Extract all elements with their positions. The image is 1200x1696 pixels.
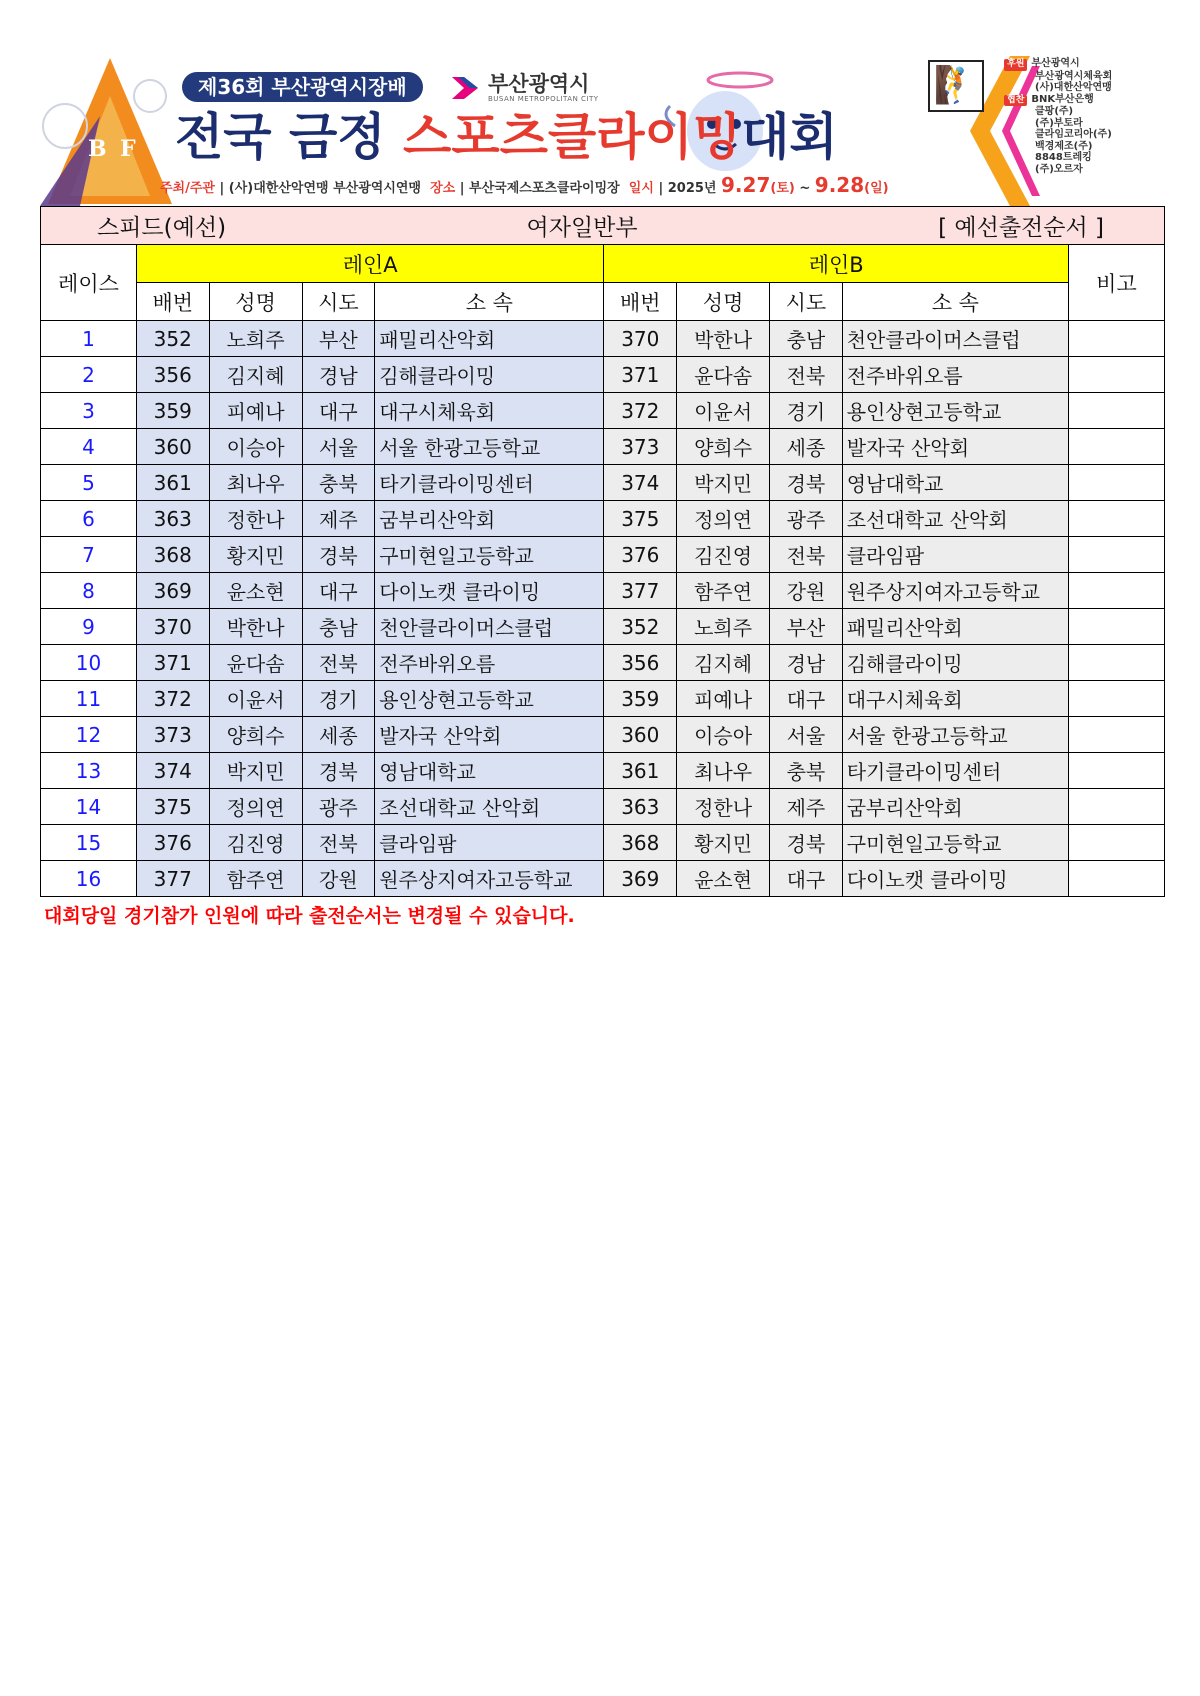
lane-b-bib: 374 bbox=[604, 465, 677, 501]
cosponsor-item: (주)부토라 bbox=[1035, 117, 1083, 129]
lane-a-club: 클라임팜 bbox=[375, 825, 604, 861]
lane-a-club: 조선대학교 산악회 bbox=[375, 789, 604, 825]
lane-b-club: 용인상현고등학교 bbox=[842, 393, 1068, 429]
start-order-table bbox=[40, 206, 1165, 897]
lane-b-region: 경북 bbox=[770, 465, 843, 501]
lane-a-region: 대구 bbox=[302, 573, 375, 609]
lane-b-region: 서울 bbox=[770, 717, 843, 753]
caption-cell bbox=[41, 207, 1165, 245]
lane-a-bib: 359 bbox=[136, 393, 209, 429]
lane-a-bib: 375 bbox=[136, 789, 209, 825]
date-start: 9.27 bbox=[721, 173, 771, 197]
race-number: 15 bbox=[41, 825, 137, 861]
column-header-row bbox=[41, 283, 1165, 321]
footnote: 대회당일 경기참가 인원에 따라 출전순서는 변경될 수 있습니다. bbox=[44, 905, 575, 927]
table-row bbox=[41, 357, 1165, 393]
lane-b-club: 김해클라이밍 bbox=[842, 645, 1068, 681]
lane-a-region: 충남 bbox=[302, 609, 375, 645]
lane-b-bib: 360 bbox=[604, 717, 677, 753]
lane-b-name: 정한나 bbox=[677, 789, 770, 825]
race-number: 7 bbox=[41, 537, 137, 573]
lane-b-name-header: 성명 bbox=[677, 283, 770, 321]
remarks-cell bbox=[1068, 429, 1164, 465]
lane-b-region: 경북 bbox=[770, 825, 843, 861]
lane-b-name: 박지민 bbox=[677, 465, 770, 501]
remarks-cell bbox=[1068, 537, 1164, 573]
lane-a-name: 박한나 bbox=[209, 609, 302, 645]
lane-b-region: 세종 bbox=[770, 429, 843, 465]
lane-a-name: 이윤서 bbox=[209, 681, 302, 717]
lane-a-region-header: 시도 bbox=[302, 283, 375, 321]
lane-b-name: 정의연 bbox=[677, 501, 770, 537]
lane-a-header: 레인A bbox=[136, 245, 604, 283]
race-number: 11 bbox=[41, 681, 137, 717]
remarks-cell bbox=[1068, 681, 1164, 717]
city-name-en: BUSAN METROPOLITAN CITY bbox=[488, 95, 599, 103]
lane-a-club: 원주상지여자고등학교 bbox=[375, 861, 604, 897]
lane-b-name: 노희주 bbox=[677, 609, 770, 645]
caption-row bbox=[41, 207, 1165, 245]
lane-a-region: 서울 bbox=[302, 429, 375, 465]
table-row bbox=[41, 645, 1165, 681]
cosponsor-item: 클라임코리아(주) bbox=[1035, 129, 1112, 140]
lane-a-club: 대구시체육회 bbox=[375, 393, 604, 429]
table-row bbox=[41, 609, 1165, 645]
cosponsor-item: 백경제조(주) bbox=[1035, 140, 1093, 152]
lane-a-bib: 374 bbox=[136, 753, 209, 789]
venue-label: 장소 bbox=[430, 181, 456, 196]
lane-a-name: 정의연 bbox=[209, 789, 302, 825]
lane-b-bib: 368 bbox=[604, 825, 677, 861]
race-number: 1 bbox=[41, 321, 137, 357]
lane-a-name: 이승아 bbox=[209, 429, 302, 465]
lane-b-club: 클라임팜 bbox=[842, 537, 1068, 573]
remarks-cell bbox=[1068, 573, 1164, 609]
date-start-day: (토) bbox=[770, 181, 795, 196]
lane-b-bib: 375 bbox=[604, 501, 677, 537]
lane-b-region: 전북 bbox=[770, 537, 843, 573]
remarks-cell bbox=[1068, 753, 1164, 789]
lane-b-club: 천안클라이머스클럽 bbox=[842, 321, 1068, 357]
lane-b-club: 원주상지여자고등학교 bbox=[842, 573, 1068, 609]
lane-b-region: 전북 bbox=[770, 357, 843, 393]
date-end: 9.28 bbox=[814, 173, 865, 197]
lane-a-club: 영남대학교 bbox=[375, 753, 604, 789]
lane-b-region: 강원 bbox=[770, 573, 843, 609]
lane-a-bib: 361 bbox=[136, 465, 209, 501]
lane-a-club: 패밀리산악회 bbox=[375, 321, 604, 357]
lane-a-region: 세종 bbox=[302, 717, 375, 753]
lane-a-region: 전북 bbox=[302, 825, 375, 861]
lane-header-row bbox=[41, 245, 1165, 283]
lane-b-club: 영남대학교 bbox=[842, 465, 1068, 501]
bf-logo-icon bbox=[40, 56, 180, 206]
lane-a-region: 제주 bbox=[302, 501, 375, 537]
lane-b-club: 굼부리산악회 bbox=[842, 789, 1068, 825]
busan-city-logo bbox=[450, 70, 599, 106]
sponsor-item: 부산광역시체육회 bbox=[1035, 70, 1113, 82]
lane-a-bib-header: 배번 bbox=[136, 283, 209, 321]
lane-a-name: 윤다솜 bbox=[209, 645, 302, 681]
date-separator: ~ bbox=[799, 181, 811, 196]
race-number: 6 bbox=[41, 501, 137, 537]
lane-a-bib: 373 bbox=[136, 717, 209, 753]
lane-b-name: 함주연 bbox=[677, 573, 770, 609]
edition-title: 제36회 부산광역시장배 bbox=[182, 72, 423, 102]
lane-a-club: 용인상현고등학교 bbox=[375, 681, 604, 717]
logo-letter-f: F bbox=[120, 136, 136, 162]
lane-a-bib: 363 bbox=[136, 501, 209, 537]
lane-a-club: 발자국 산악회 bbox=[375, 717, 604, 753]
lane-a-name: 최나우 bbox=[209, 465, 302, 501]
event-name: 스피드(예선) bbox=[97, 215, 227, 241]
lane-b-name: 박한나 bbox=[677, 321, 770, 357]
lane-b-club: 다이노캣 클라이밍 bbox=[842, 861, 1068, 897]
lane-b-club: 구미현일고등학교 bbox=[842, 825, 1068, 861]
lane-a-name: 박지민 bbox=[209, 753, 302, 789]
lane-b-bib: 371 bbox=[604, 357, 677, 393]
lane-a-name: 윤소현 bbox=[209, 573, 302, 609]
lane-b-name: 윤소현 bbox=[677, 861, 770, 897]
race-number: 9 bbox=[41, 609, 137, 645]
lane-a-name: 피예나 bbox=[209, 393, 302, 429]
lane-b-name: 양희수 bbox=[677, 429, 770, 465]
lane-b-region: 대구 bbox=[770, 681, 843, 717]
date-year: 2025년 bbox=[667, 181, 717, 196]
lane-a-club: 굼부리산악회 bbox=[375, 501, 604, 537]
lane-a-name: 황지민 bbox=[209, 537, 302, 573]
remarks-cell bbox=[1068, 825, 1164, 861]
race-number: 8 bbox=[41, 573, 137, 609]
lane-a-region: 충북 bbox=[302, 465, 375, 501]
lane-b-bib: 377 bbox=[604, 573, 677, 609]
cosponsor-item: 8848트레킹 bbox=[1035, 152, 1092, 163]
table-row bbox=[41, 501, 1165, 537]
lane-a-region: 강원 bbox=[302, 861, 375, 897]
lane-a-club: 다이노캣 클라이밍 bbox=[375, 573, 604, 609]
busan-logo-icon bbox=[450, 73, 480, 103]
lane-b-club: 발자국 산악회 bbox=[842, 429, 1068, 465]
lane-a-name: 노희주 bbox=[209, 321, 302, 357]
lane-a-region: 전북 bbox=[302, 645, 375, 681]
table-row bbox=[41, 537, 1165, 573]
table-row bbox=[41, 429, 1165, 465]
lane-b-bib: 373 bbox=[604, 429, 677, 465]
lane-a-name: 함주연 bbox=[209, 861, 302, 897]
sponsor-item: (사)대한산악연맹 bbox=[1035, 82, 1112, 93]
lane-a-bib: 376 bbox=[136, 825, 209, 861]
sponsor-item: 부산광역시 bbox=[1031, 58, 1080, 69]
lane-b-bib: 376 bbox=[604, 537, 677, 573]
race-number: 3 bbox=[41, 393, 137, 429]
lane-b-bib: 359 bbox=[604, 681, 677, 717]
cosponsor-label: 협찬 bbox=[1004, 95, 1027, 107]
lane-a-bib: 368 bbox=[136, 537, 209, 573]
lane-a-club: 타기클라이밍센터 bbox=[375, 465, 604, 501]
host-value: (사)대한산악연맹 부산광역시연맹 bbox=[228, 181, 422, 196]
lane-b-region: 대구 bbox=[770, 861, 843, 897]
division-name: 여자일반부 bbox=[526, 215, 638, 241]
host-label: 주최/주관 bbox=[160, 181, 215, 196]
lane-b-bib: 372 bbox=[604, 393, 677, 429]
race-number: 2 bbox=[41, 357, 137, 393]
order-label: [ 예선출전순서 ] bbox=[938, 215, 1104, 241]
race-number: 16 bbox=[41, 861, 137, 897]
lane-a-bib: 360 bbox=[136, 429, 209, 465]
lane-b-bib: 363 bbox=[604, 789, 677, 825]
table-row bbox=[41, 717, 1165, 753]
event-info-line: 주최/주관 | (사)대한산악연맹 부산광역시연맹 장소 | 부산국제스포츠클라이밍장 일시 | 2025년 9.27(토) ~ 9.28(일) bbox=[160, 173, 889, 197]
lane-a-club-header: 소 속 bbox=[375, 283, 604, 321]
lane-b-name: 윤다솜 bbox=[677, 357, 770, 393]
lane-b-name: 김지혜 bbox=[677, 645, 770, 681]
lane-a-region: 경북 bbox=[302, 753, 375, 789]
lane-b-region: 제주 bbox=[770, 789, 843, 825]
remarks-cell bbox=[1068, 393, 1164, 429]
race-column-header: 레이스 bbox=[41, 245, 137, 321]
table-row bbox=[41, 681, 1165, 717]
lane-b-region: 충남 bbox=[770, 321, 843, 357]
lane-a-region: 경북 bbox=[302, 537, 375, 573]
lane-a-region: 대구 bbox=[302, 393, 375, 429]
lane-b-region: 부산 bbox=[770, 609, 843, 645]
remarks-cell bbox=[1068, 645, 1164, 681]
lane-b-club: 전주바위오름 bbox=[842, 357, 1068, 393]
lane-b-region: 충북 bbox=[770, 753, 843, 789]
lane-a-region: 광주 bbox=[302, 789, 375, 825]
table-row bbox=[41, 573, 1165, 609]
lane-b-club: 타기클라이밍센터 bbox=[842, 753, 1068, 789]
remarks-column-header: 비고 bbox=[1068, 245, 1164, 321]
lane-a-region: 경남 bbox=[302, 357, 375, 393]
remarks-cell bbox=[1068, 321, 1164, 357]
race-number: 4 bbox=[41, 429, 137, 465]
lane-b-bib-header: 배번 bbox=[604, 283, 677, 321]
lane-b-name: 피예나 bbox=[677, 681, 770, 717]
lane-a-club: 전주바위오름 bbox=[375, 645, 604, 681]
sponsor-list bbox=[1004, 58, 1164, 175]
lane-b-bib: 361 bbox=[604, 753, 677, 789]
title-part2: 스포츠클라이밍 bbox=[403, 108, 742, 166]
remarks-cell bbox=[1068, 357, 1164, 393]
remarks-cell bbox=[1068, 501, 1164, 537]
race-number: 12 bbox=[41, 717, 137, 753]
table-row bbox=[41, 465, 1165, 501]
lane-b-bib: 369 bbox=[604, 861, 677, 897]
lane-b-header: 레인B bbox=[604, 245, 1068, 283]
remarks-cell bbox=[1068, 861, 1164, 897]
lane-a-bib: 377 bbox=[136, 861, 209, 897]
table-row bbox=[41, 789, 1165, 825]
remarks-cell bbox=[1068, 789, 1164, 825]
cosponsor-item: (주)오르자 bbox=[1035, 163, 1083, 175]
lane-a-region: 경기 bbox=[302, 681, 375, 717]
main-title bbox=[175, 102, 838, 172]
lane-a-bib: 372 bbox=[136, 681, 209, 717]
remarks-cell bbox=[1068, 465, 1164, 501]
lane-a-name: 김지혜 bbox=[209, 357, 302, 393]
table-row bbox=[41, 321, 1165, 357]
lane-a-club: 서울 한광고등학교 bbox=[375, 429, 604, 465]
race-number: 13 bbox=[41, 753, 137, 789]
race-number: 5 bbox=[41, 465, 137, 501]
table-row bbox=[41, 393, 1165, 429]
race-number: 10 bbox=[41, 645, 137, 681]
start-order-sheet bbox=[40, 206, 1165, 928]
logo-letter-b: B bbox=[88, 136, 107, 162]
lane-b-region: 경기 bbox=[770, 393, 843, 429]
event-banner bbox=[40, 56, 1164, 206]
table-row bbox=[41, 753, 1165, 789]
lane-a-name: 김진영 bbox=[209, 825, 302, 861]
venue-value: 부산국제스포츠클라이밍장 bbox=[469, 181, 620, 196]
lane-a-region: 부산 bbox=[302, 321, 375, 357]
lane-a-club: 구미현일고등학교 bbox=[375, 537, 604, 573]
table-row bbox=[41, 861, 1165, 897]
lane-b-region-header: 시도 bbox=[770, 283, 843, 321]
lane-b-club: 패밀리산악회 bbox=[842, 609, 1068, 645]
city-name: 부산광역시 bbox=[488, 72, 590, 96]
sponsor-label: 후원 bbox=[1004, 59, 1027, 71]
lane-b-region: 경남 bbox=[770, 645, 843, 681]
title-part1: 전국 금정 bbox=[175, 108, 404, 166]
date-label: 일시 bbox=[628, 181, 654, 196]
lane-b-region: 광주 bbox=[770, 501, 843, 537]
lane-b-bib: 356 bbox=[604, 645, 677, 681]
climber-icon: 🧗 bbox=[928, 60, 984, 112]
lane-a-bib: 356 bbox=[136, 357, 209, 393]
lane-a-bib: 369 bbox=[136, 573, 209, 609]
lane-b-name: 이승아 bbox=[677, 717, 770, 753]
lane-a-name-header: 성명 bbox=[209, 283, 302, 321]
race-rows bbox=[41, 321, 1165, 897]
table-row bbox=[41, 825, 1165, 861]
lane-b-bib: 352 bbox=[604, 609, 677, 645]
lane-a-name: 정한나 bbox=[209, 501, 302, 537]
lane-b-name: 이윤서 bbox=[677, 393, 770, 429]
title-part3: 대회 bbox=[741, 108, 838, 166]
lane-b-name: 김진영 bbox=[677, 537, 770, 573]
remarks-cell bbox=[1068, 717, 1164, 753]
lane-a-club: 김해클라이밍 bbox=[375, 357, 604, 393]
race-number: 14 bbox=[41, 789, 137, 825]
lane-a-bib: 370 bbox=[136, 609, 209, 645]
lane-a-club: 천안클라이머스클럽 bbox=[375, 609, 604, 645]
lane-b-club: 대구시체육회 bbox=[842, 681, 1068, 717]
cosponsor-item: 클팡(주) bbox=[1035, 106, 1074, 117]
lane-a-name: 양희수 bbox=[209, 717, 302, 753]
remarks-cell bbox=[1068, 609, 1164, 645]
lane-b-club: 조선대학교 산악회 bbox=[842, 501, 1068, 537]
lane-a-bib: 371 bbox=[136, 645, 209, 681]
lane-b-name: 최나우 bbox=[677, 753, 770, 789]
lane-b-club: 서울 한광고등학교 bbox=[842, 717, 1068, 753]
lane-b-name: 황지민 bbox=[677, 825, 770, 861]
cosponsor-item: BNK부산은행 bbox=[1031, 93, 1094, 105]
lane-b-club-header: 소 속 bbox=[842, 283, 1068, 321]
lane-b-bib: 370 bbox=[604, 321, 677, 357]
date-end-day: (일) bbox=[864, 181, 889, 196]
lane-a-bib: 352 bbox=[136, 321, 209, 357]
